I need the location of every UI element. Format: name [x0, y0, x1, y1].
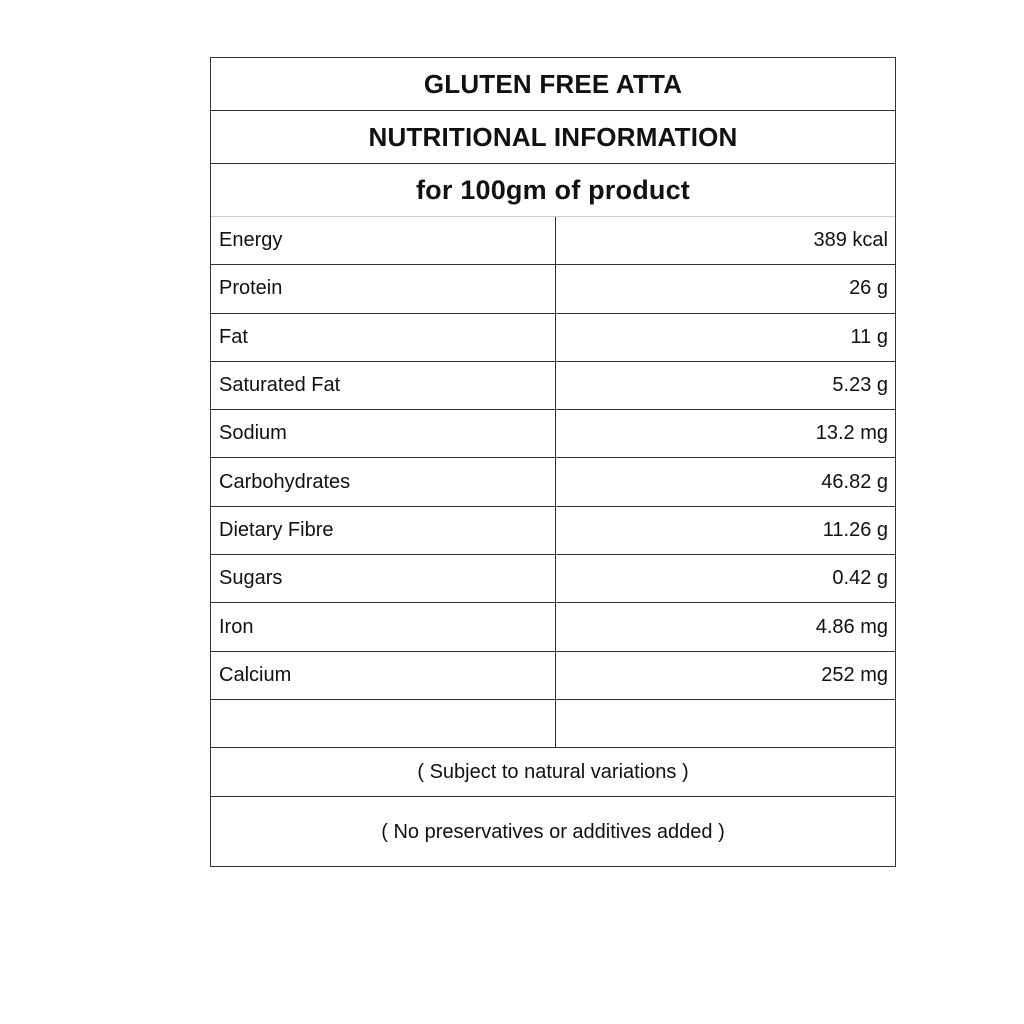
- product-title: GLUTEN FREE ATTA: [211, 58, 895, 111]
- table-row: [211, 603, 895, 651]
- table-row: [211, 314, 895, 362]
- nutrient-name: Saturated Fat: [219, 374, 341, 397]
- nutrient-value: 252 mg: [821, 663, 888, 686]
- nutrient-name: Calcium: [219, 663, 292, 686]
- nutrient-value: 389 kcal: [813, 229, 888, 252]
- table-row: [211, 410, 895, 458]
- nutrient-name: Protein: [219, 277, 283, 300]
- nutrient-name: Sugars: [219, 567, 283, 590]
- nutrient-value: 46.82 g: [821, 470, 888, 493]
- preservatives-note: ( No preservatives or additives added ): [381, 820, 725, 843]
- nutrient-name: Energy: [219, 229, 283, 252]
- table-row: [211, 555, 895, 603]
- nutrient-name: Fat: [219, 325, 248, 348]
- nutrient-value: 0.42 g: [832, 567, 888, 590]
- nutrient-value: 13.2 mg: [815, 422, 888, 445]
- nutrient-name: Dietary Fibre: [219, 518, 334, 541]
- variation-note: ( Subject to natural variations ): [211, 748, 895, 797]
- table-row: [211, 507, 895, 555]
- table-row: [211, 265, 895, 313]
- table-row: [211, 458, 895, 506]
- table-row: [211, 362, 895, 410]
- nutrient-table: [211, 217, 895, 748]
- table-row-empty: [211, 700, 895, 748]
- serving-size-label: for 100gm of product: [211, 164, 895, 217]
- nutrient-value: 11.26 g: [822, 518, 888, 541]
- nutrient-name: Carbohydrates: [219, 470, 351, 493]
- nutrient-value: 26 g: [849, 277, 888, 300]
- column-divider: [555, 217, 556, 748]
- table-row: [211, 652, 895, 700]
- nutrient-name: Sodium: [219, 422, 287, 445]
- nutrition-panel: [210, 57, 896, 867]
- table-row: [211, 217, 895, 265]
- nutrient-name: Iron: [219, 615, 254, 638]
- section-heading: NUTRITIONAL INFORMATION: [211, 111, 895, 164]
- nutrient-value: 4.86 mg: [815, 615, 888, 638]
- nutrient-value: 11 g: [850, 325, 888, 348]
- nutrient-value: 5.23 g: [832, 374, 888, 397]
